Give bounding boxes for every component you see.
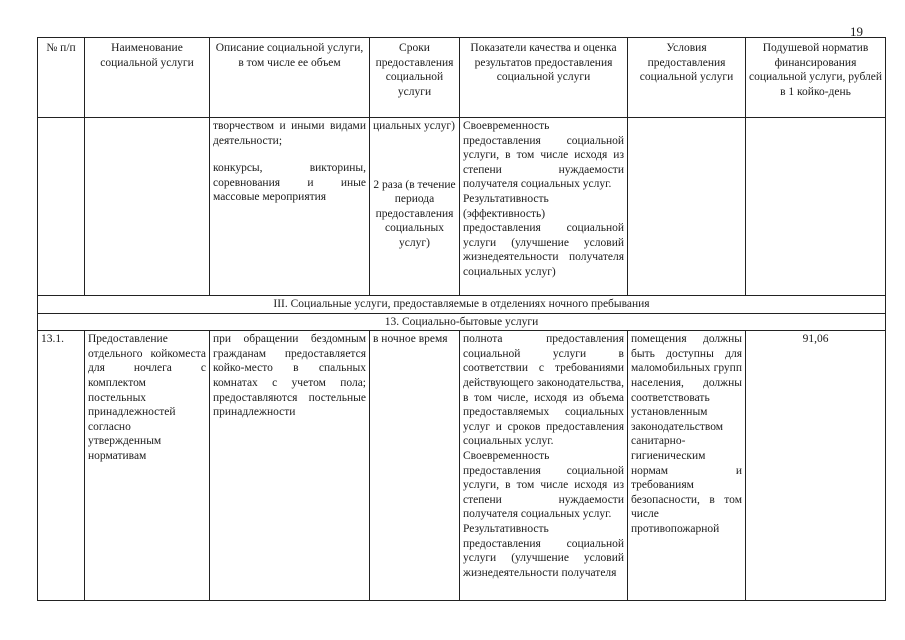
section-row (38, 313, 886, 331)
cell-conditions (628, 118, 746, 296)
cell-number (38, 118, 85, 296)
cell-conditions: помещения должны быть доступны для маломобильных групп населения, должны соответствовать установленным законодательством санитарно-гигиеническим нормам и требованиям безопасности, в том числе противопожарной (628, 331, 746, 601)
description-part-2: конкурсы, викторины, соревнования и иные массовые мероприятия (213, 162, 366, 204)
section-3-title: III. Социальные услуги, предоставляемые в отделениях ночного пребывания (38, 296, 886, 314)
quality-part-2: Своевременность предоставления социальной услуги, в том числе исходя из степени нуждаемости получателя социальных услуг. (463, 449, 624, 521)
quality-part-1: Своевременность предоставления социальной услуги, в том числе исходя из степени нуждаемости получателя социальных услуг. (463, 120, 624, 191)
services-table (37, 37, 886, 601)
cell-terms: в ночное время (370, 331, 460, 601)
header-service-name: Наименование социальной услуги (85, 38, 210, 118)
header-terms: Сроки предоставления социальной услуги (370, 38, 460, 118)
cell-quality (460, 118, 628, 296)
page-number: 19 (850, 24, 863, 39)
terms-part-1: циальных услуг) (373, 120, 455, 132)
cell-financing: 91,06 (746, 331, 886, 601)
table-row (38, 331, 886, 601)
header-quality: Показатели качества и оценка результатов предоставления социальной услуги (460, 38, 628, 118)
cell-financing (746, 118, 886, 296)
cell-quality (460, 331, 628, 601)
section-13-title: 13. Социально-бытовые услуги (38, 313, 886, 331)
cell-service-name: Предоставление отдельного койкоместа для ночлега с комплектом постельных принадлежностей согласно утвержденным нормативам (85, 331, 210, 601)
cell-description: при обращении бездомным гражданам предоставляется койко-место в спальных комнатах с учетом пола; предоставляются постельные принадлежности (210, 331, 370, 601)
header-conditions: Условия предоставления социальной услуги (628, 38, 746, 118)
table-header-row (38, 38, 886, 118)
terms-part-2: 2 раза (в течение периода предоставления социальных услуг) (373, 178, 456, 249)
table-row (38, 118, 886, 296)
description-part-1: творчеством и иными видами деятельности; (213, 120, 366, 147)
cell-number: 13.1. (38, 331, 85, 601)
cell-description (210, 118, 370, 296)
quality-part-1: полнота предоставления социальной услуги в соответствии с требованиями действующего законодательства, в том числе, исходя из объема предоставляемых социальных услуг и сроков предоставления социальных услуг. (463, 333, 624, 448)
header-financing: Подушевой норматив финансирования социальной услуги, рублей в 1 койко-день (746, 38, 886, 118)
header-number: № п/п (38, 38, 85, 118)
cell-service-name (85, 118, 210, 296)
header-description: Описание социальной услуги, в том числе ее объем (210, 38, 370, 118)
quality-part-3: Результативность предоставления социальной услуги (улучшение условий жизнедеятельности получателя (463, 522, 624, 579)
quality-part-2: Результативность (эффективность) предоставления социальной услуги (улучшение условий жизнедеятельности получателя социальных услуг) (463, 192, 624, 278)
section-row (38, 296, 886, 314)
cell-terms (370, 118, 460, 296)
